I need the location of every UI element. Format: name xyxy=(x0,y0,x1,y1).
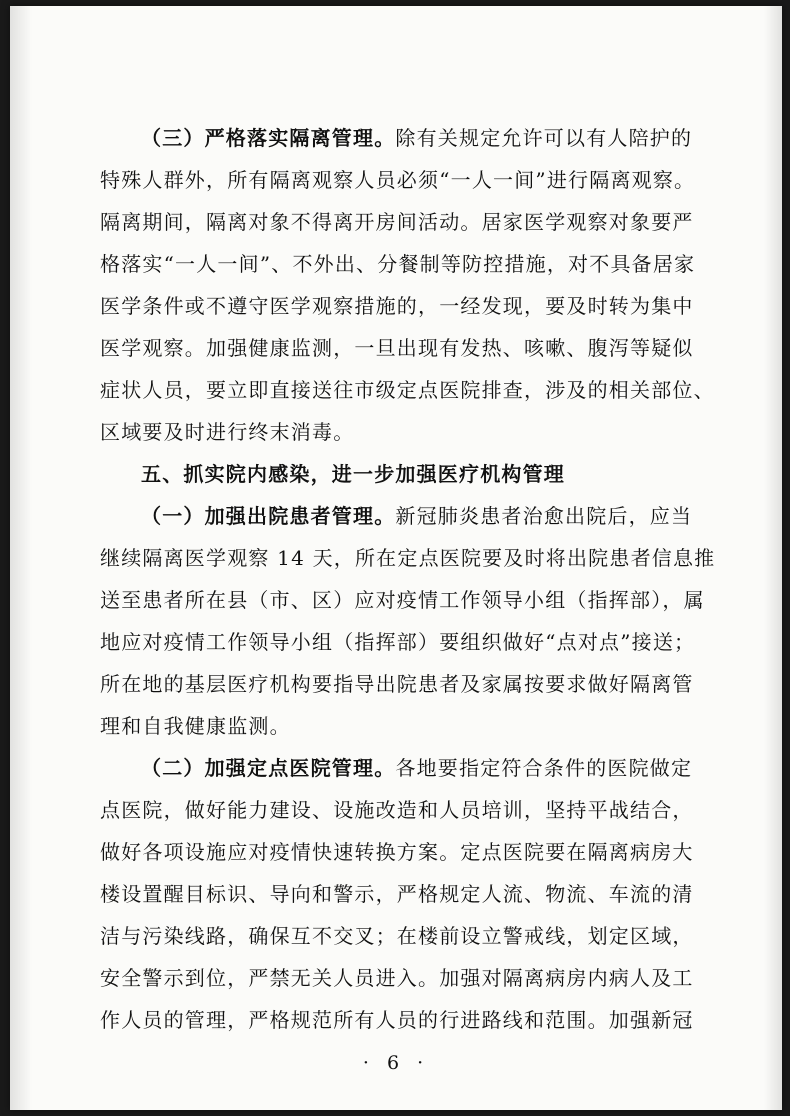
paragraph-line: 症状人员，要立即直接送往市级定点医院排查，涉及的相关部位、 xyxy=(100,378,715,402)
paragraph-line: 安全警示到位，严禁无关人员进入。加强对隔离病房内病人及工 xyxy=(100,966,694,990)
page-number: · 6 · xyxy=(362,1052,430,1074)
document-page xyxy=(10,6,782,1110)
paragraph-line: 医学观察。加强健康监测，一旦出现有发热、咳嗽、腹泻等疑似 xyxy=(100,336,694,360)
paragraph-line xyxy=(141,756,692,780)
paragraph-line: 隔离期间，隔离对象不得离开房间活动。居家医学观察对象要严 xyxy=(100,210,694,234)
page-shadow-left xyxy=(10,6,32,1110)
paragraph-line: 特殊人群外，所有隔离观察人员必须“一人一间”进行隔离观察。 xyxy=(100,168,696,192)
paragraph-line: 点医院，做好能力建设、设施改造和人员培训，坚持平战结合， xyxy=(100,798,694,822)
paragraph-line: 理和自我健康监测。 xyxy=(100,714,291,738)
paragraph-text: 除有关规定允许可以有人陪护的 xyxy=(395,126,693,150)
paragraph-line: 格落实“一人一间”、不外出、分餐制等防控措施，对不具备居家 xyxy=(100,252,696,276)
paragraph-line: 作人员的管理，严格规范所有人员的行进路线和范围。加强新冠 xyxy=(100,1008,694,1032)
paragraph-line xyxy=(141,504,692,528)
paragraph-title: （二）加强定点医院管理。 xyxy=(141,756,396,780)
paragraph-line: 继续隔离医学观察 14 天，所在定点医院要及时将出院患者信息推 xyxy=(100,546,716,570)
paragraph-title: （一）加强出院患者管理。 xyxy=(141,504,396,528)
page-shadow-right xyxy=(764,6,782,1110)
section-heading: 五、抓实院内感染，进一步加强医疗机构管理 xyxy=(141,462,565,486)
paragraph-line: 区域要及时进行终末消毒。 xyxy=(100,420,355,444)
paragraph-line: 医学条件或不遵守医学观察措施的，一经发现，要及时转为集中 xyxy=(100,294,694,318)
paragraph-text: 新冠肺炎患者治愈出院后，应当 xyxy=(395,504,693,528)
paragraph-line: 地应对疫情工作领导小组（指挥部）要组织做好“点对点”接送； xyxy=(100,630,696,654)
paragraph-line: 所在地的基层医疗机构要指导出院患者及家属按要求做好隔离管 xyxy=(100,672,694,696)
paragraph-line: 楼设置醒目标识、导向和警示，严格规定人流、物流、车流的清 xyxy=(100,882,694,906)
paragraph-title: （三）严格落实隔离管理。 xyxy=(141,126,396,150)
paragraph-text: 各地要指定符合条件的医院做定 xyxy=(395,756,693,780)
paragraph-line: 做好各项设施应对疫情快速转换方案。定点医院要在隔离病房大 xyxy=(100,840,694,864)
paragraph-line: 送至患者所在县（市、区）应对疫情工作领导小组（指挥部），属 xyxy=(100,588,705,612)
paragraph-line xyxy=(141,126,692,150)
paragraph-line: 洁与污染线路，确保互不交叉；在楼前设立警戒线，划定区域， xyxy=(100,924,694,948)
